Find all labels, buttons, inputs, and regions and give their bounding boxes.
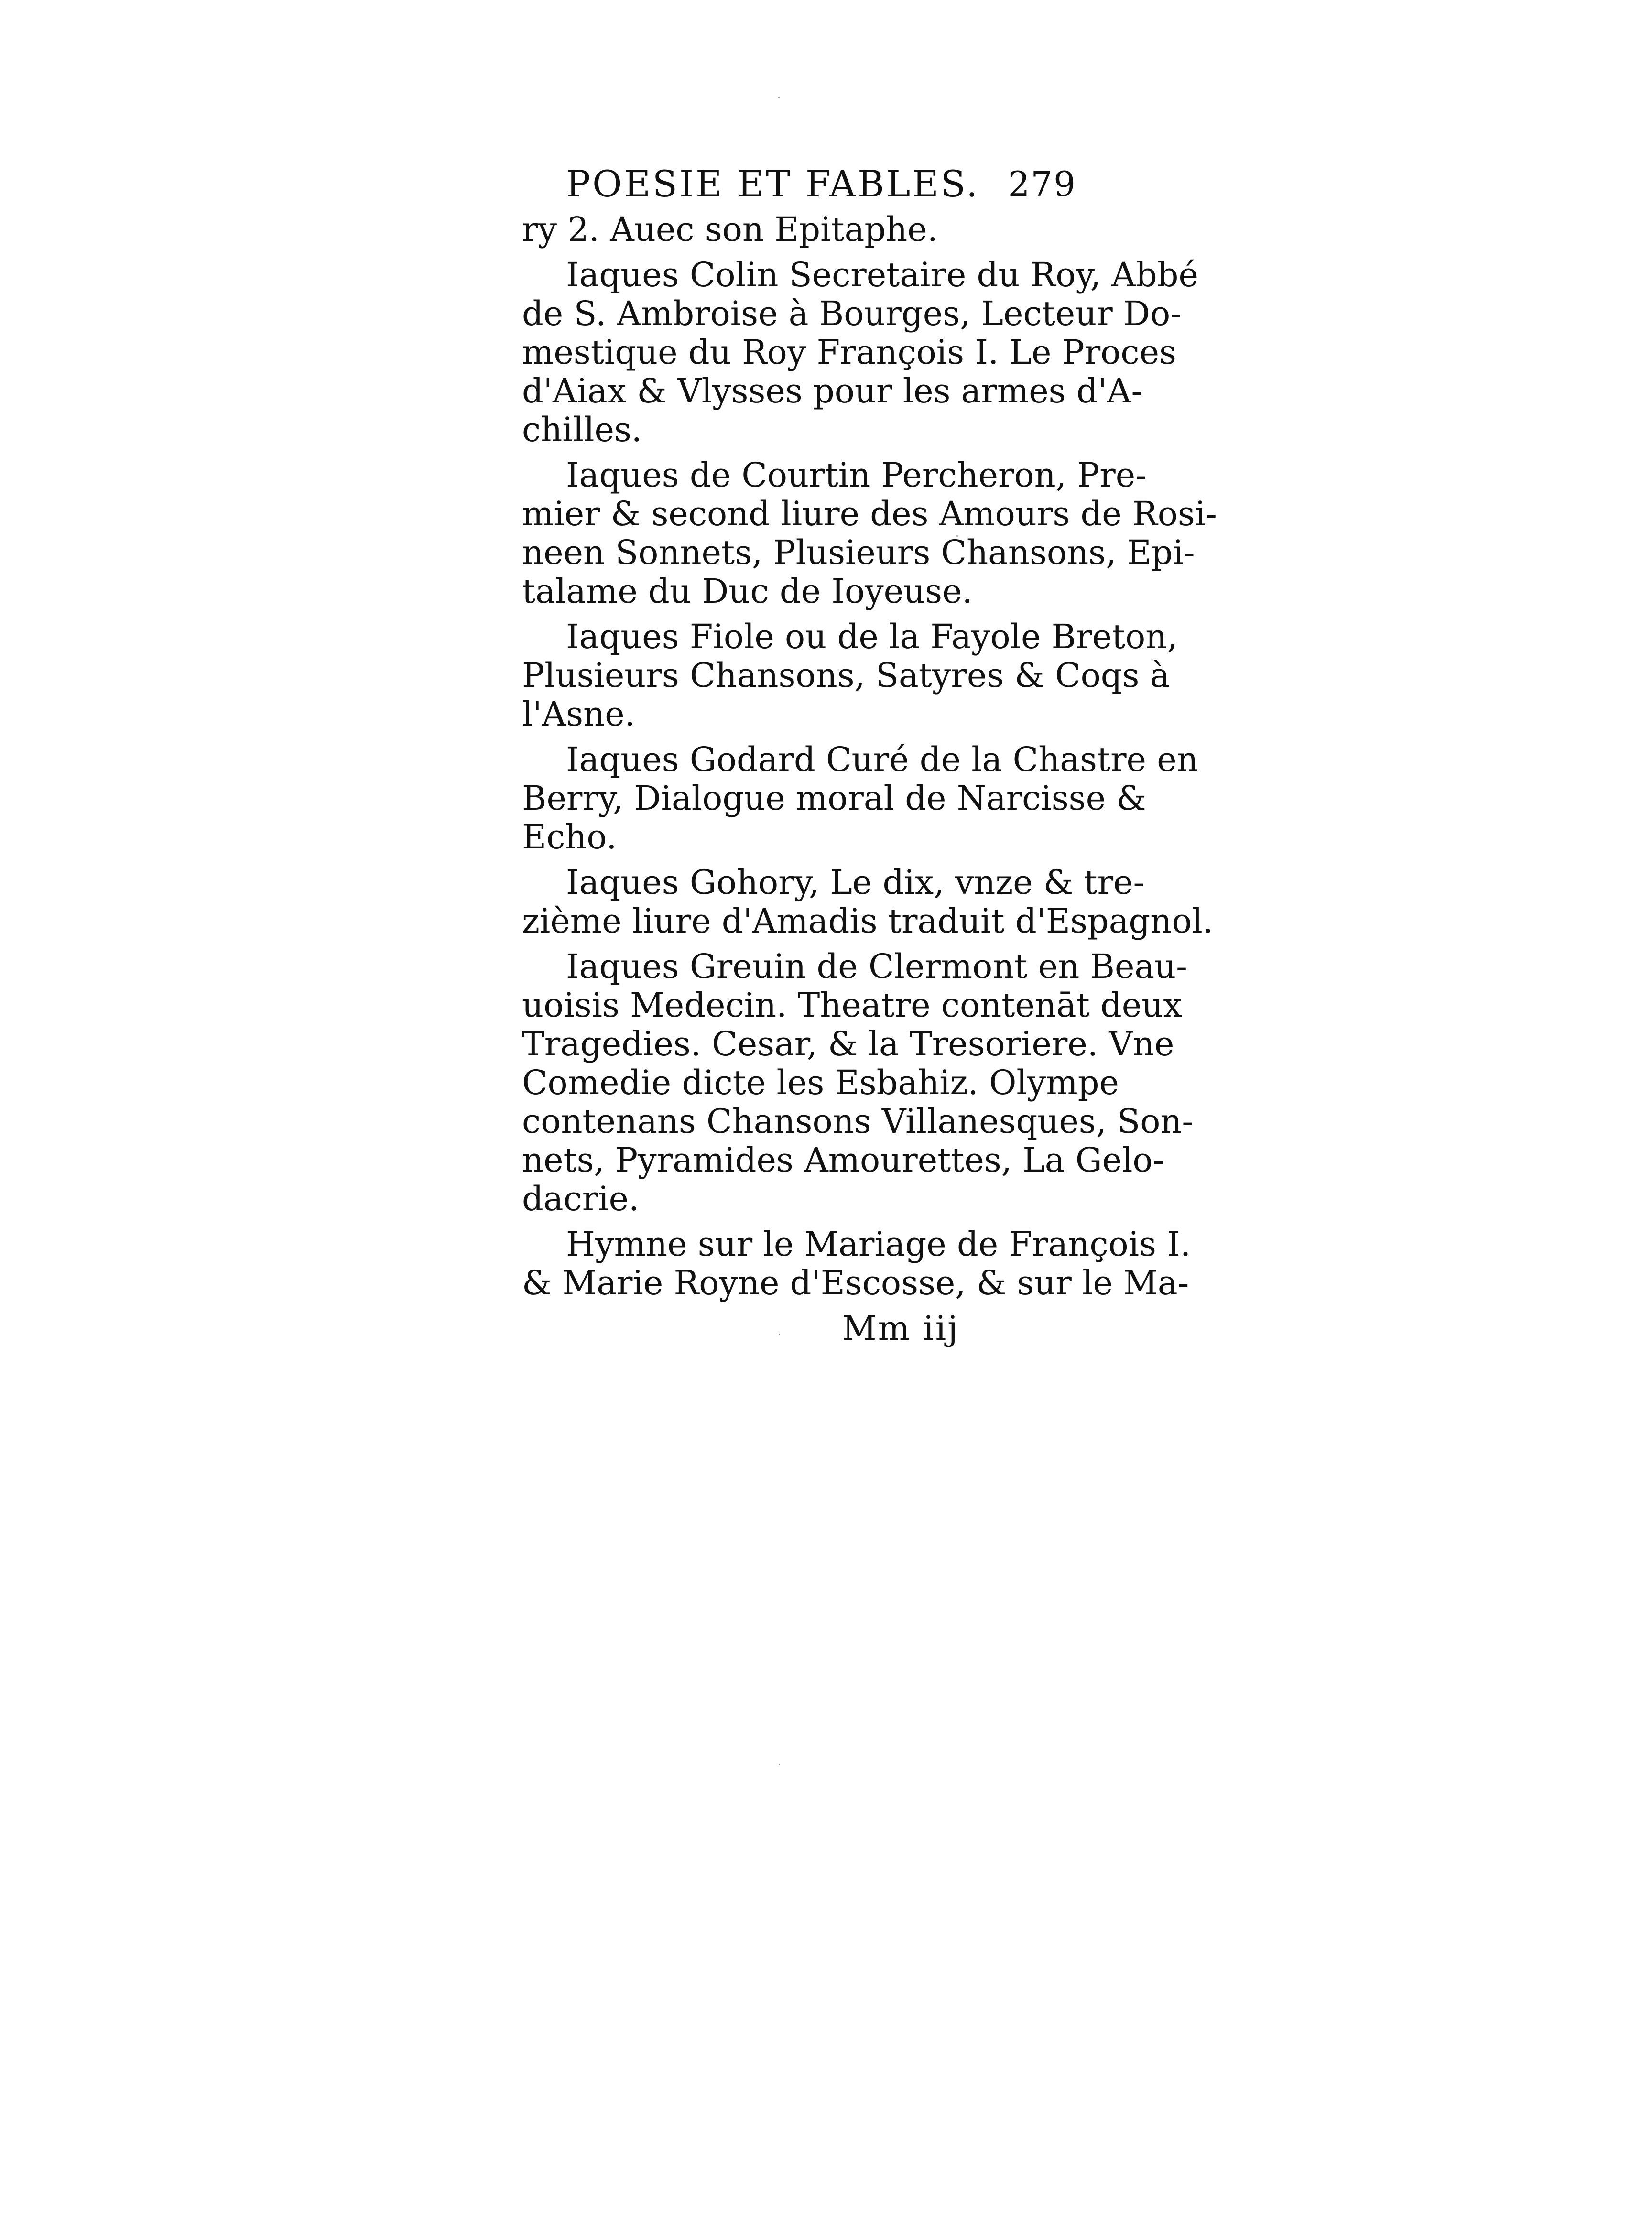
entry-line: dacrie. (522, 1179, 640, 1218)
entry-line: Iaques Colin Secretaire du Roy, Abbé (566, 255, 1198, 294)
entry-line: Comedie dicte les Esbahiz. Olympe (522, 1063, 1119, 1102)
running-head (522, 158, 1076, 210)
scan-speck (779, 1764, 780, 1765)
entry-line: contenans Chansons Villanesques, Son- (522, 1102, 1194, 1141)
book-page-text (522, 158, 1217, 1348)
entry-line: nets, Pyramides Amourettes, La Gelo- (522, 1140, 1164, 1180)
entry-line: zième liure d'Amadis traduit d'Espagnol. (522, 901, 1214, 941)
entry-hymne (522, 1225, 1191, 1303)
entry-line: chilles. (522, 410, 642, 449)
signature-mark: Mm iij (842, 1309, 959, 1348)
entry-line: Plusieurs Chansons, Satyres & Coqs à (522, 656, 1170, 695)
entry-line: Hymne sur le Mariage de François I. (566, 1225, 1191, 1264)
entry-iaques-greuin (522, 947, 1194, 1218)
entry-line: Iaques Gohory, Le dix, vnze & tre- (566, 863, 1145, 902)
entry-iaques-gohory (522, 863, 1214, 941)
entry-line: Berry, Dialogue moral de Narcisse & (522, 779, 1146, 818)
entry-line: de S. Ambroise à Bourges, Lecteur Do- (522, 294, 1182, 333)
entry-continuation (522, 210, 1076, 249)
entry-line: ry 2. Auec son Epitaphe. (522, 210, 938, 249)
entry-line: talame du Duc de Ioyeuse. (522, 572, 973, 611)
entry-line: d'Aiax & Vlysses pour les armes d'A- (522, 371, 1143, 411)
entry-line: l'Asne. (522, 695, 635, 734)
entry-line: Iaques de Courtin Percheron, Pre- (566, 456, 1147, 495)
scan-speck (778, 97, 780, 98)
entry-line: mestique du Roy François I. Le Proces (522, 333, 1176, 372)
entry-line: Echo. (522, 817, 617, 857)
entry-iaques-colin (522, 255, 1198, 449)
page-number: 279 (1008, 164, 1076, 204)
entry-line: Tragedies. Cesar, & la Tresoriere. Vne (522, 1024, 1174, 1064)
entry-line: Iaques Greuin de Clermont en Beau- (566, 947, 1187, 986)
running-title: POESIE ET FABLES. (566, 163, 980, 205)
entry-iaques-fiole (522, 617, 1178, 734)
entry-line: Iaques Fiole ou de la Fayole Breton, (566, 617, 1178, 656)
entry-line: mier & second liure des Amours de Rosi- (522, 494, 1217, 533)
entry-iaques-de-courtin (522, 456, 1217, 611)
entry-line: & Marie Royne d'Escosse, & sur le Ma- (522, 1263, 1189, 1303)
entry-line: uoisis Medecin. Theatre contenāt deux (522, 986, 1182, 1025)
entry-line: Iaques Godard Curé de la Chastre en (566, 740, 1198, 779)
entry-iaques-godard (522, 740, 1198, 857)
entry-line: neen Sonnets, Plusieurs Chansons, Epi- (522, 533, 1195, 572)
